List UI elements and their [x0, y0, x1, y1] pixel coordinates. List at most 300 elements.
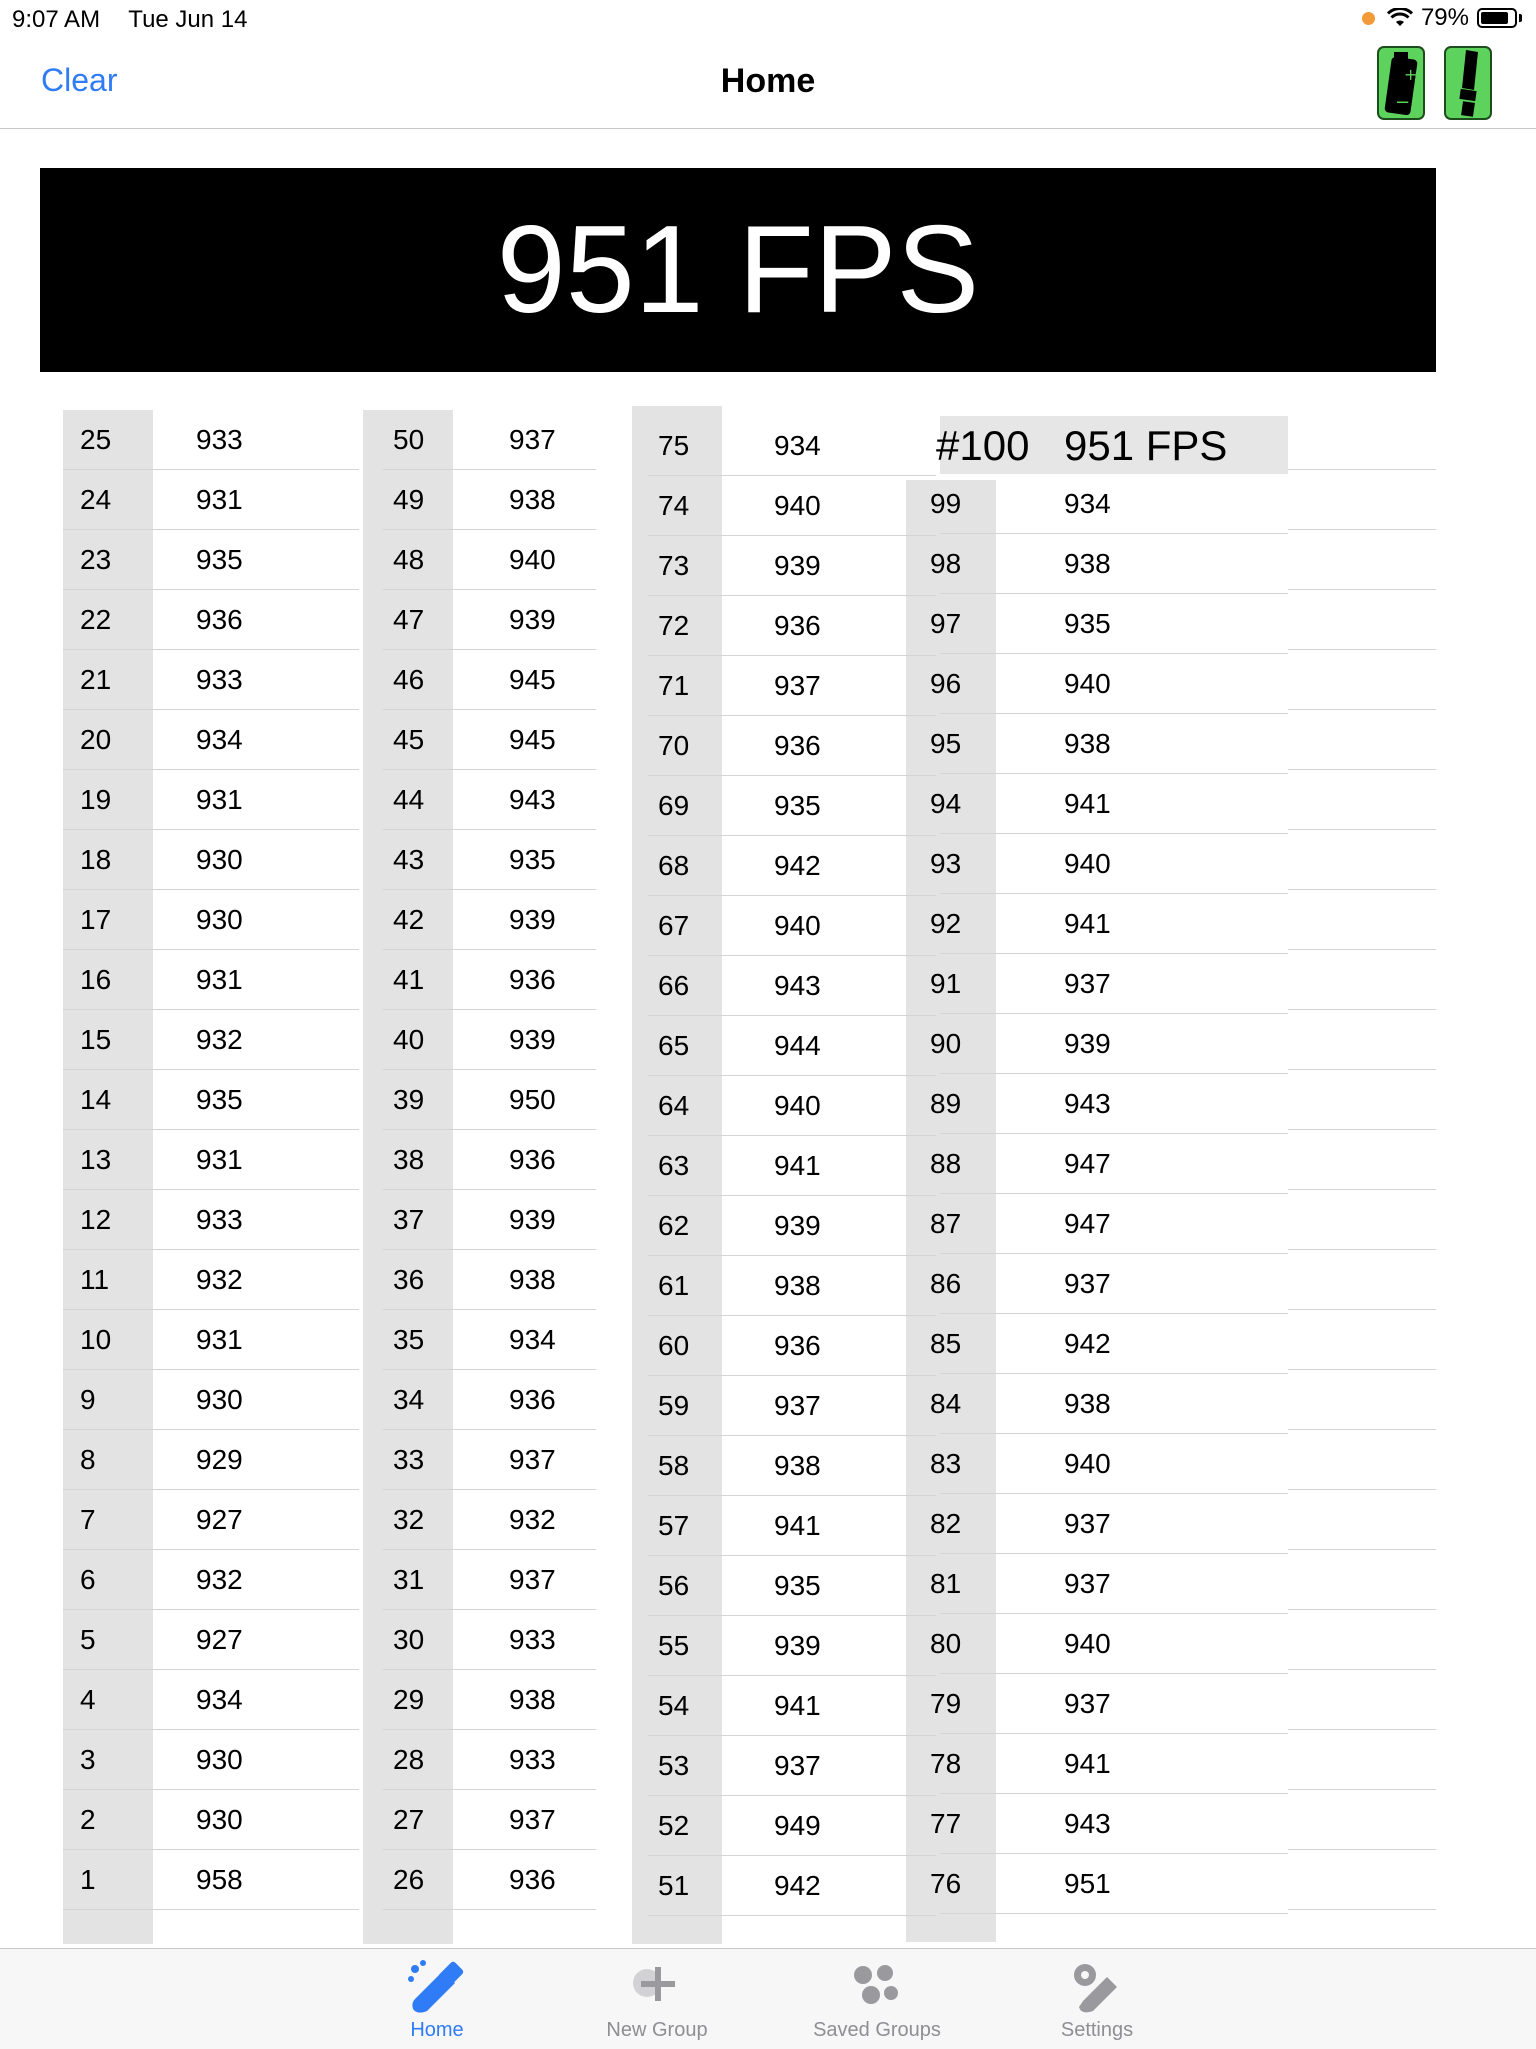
- tab-saved-groups[interactable]: Saved Groups: [777, 1949, 977, 2049]
- shot-number: 15: [80, 1024, 112, 1055]
- shot-velocity: 937: [509, 1804, 556, 1835]
- shot-number: 28: [393, 1744, 425, 1775]
- shot-number: 92: [930, 908, 962, 939]
- shot-number: 42: [393, 904, 425, 935]
- table-row[interactable]: [648, 1736, 936, 1796]
- shot-velocity: 931: [196, 1324, 243, 1355]
- shot-velocity: 938: [1064, 548, 1111, 579]
- table-row[interactable]: [63, 1670, 359, 1730]
- latest-shot-header: [936, 416, 1288, 474]
- shot-number: 67: [658, 910, 690, 941]
- shot-number: 99: [930, 488, 962, 519]
- shot-velocity: 951: [1064, 1868, 1111, 1899]
- shot-velocity: 944: [774, 1030, 821, 1061]
- table-row[interactable]: [63, 770, 359, 830]
- shot-number: 60: [658, 1330, 690, 1361]
- svg-text:−: −: [1395, 92, 1411, 113]
- shot-velocity: 936: [509, 1144, 556, 1175]
- shot-number: 19: [80, 784, 112, 815]
- shot-number: 30: [393, 1624, 425, 1655]
- shot-velocity: 935: [509, 844, 556, 875]
- table-row[interactable]: [930, 534, 1288, 594]
- row-divider: [1288, 1129, 1436, 1130]
- shot-velocity: 942: [1064, 1328, 1111, 1359]
- shot-number: 44: [393, 784, 425, 815]
- table-row[interactable]: [63, 470, 359, 530]
- shot-number: 48: [393, 544, 425, 575]
- shot-velocity: 936: [509, 1384, 556, 1415]
- table-row[interactable]: [930, 834, 1288, 894]
- table-row[interactable]: [63, 1490, 359, 1550]
- table-row[interactable]: [63, 1370, 359, 1430]
- table-row[interactable]: [383, 1670, 596, 1730]
- shot-number: 65: [658, 1030, 690, 1061]
- table-row[interactable]: [648, 1256, 936, 1316]
- shot-velocity: 937: [1064, 968, 1111, 999]
- table-row[interactable]: [63, 1730, 359, 1790]
- shot-number: 68: [658, 850, 690, 881]
- table-row[interactable]: [63, 1610, 359, 1670]
- shot-velocity: 933: [509, 1744, 556, 1775]
- table-row[interactable]: [930, 1314, 1288, 1374]
- table-row[interactable]: [63, 410, 359, 470]
- table-row[interactable]: [930, 1614, 1288, 1674]
- shot-number: 40: [393, 1024, 425, 1055]
- table-row[interactable]: [648, 656, 936, 716]
- row-divider: [1288, 1489, 1436, 1490]
- shot-velocity: 937: [774, 670, 821, 701]
- table-row[interactable]: [383, 590, 596, 650]
- shot-number: 7: [80, 1504, 96, 1535]
- shot-velocity: 938: [774, 1270, 821, 1301]
- table-row[interactable]: [930, 1854, 1288, 1914]
- shot-number: 10: [80, 1324, 112, 1355]
- table-row[interactable]: [63, 1190, 359, 1250]
- shot-number: 4: [80, 1684, 96, 1715]
- shot-velocity: 938: [1064, 1388, 1111, 1419]
- shot-number: 33: [393, 1444, 425, 1475]
- shot-number: 84: [930, 1388, 962, 1419]
- shot-number: 64: [658, 1090, 690, 1121]
- shot-number: 57: [658, 1510, 690, 1541]
- table-row[interactable]: [930, 654, 1288, 714]
- shot-velocity: 927: [196, 1504, 243, 1535]
- table-row[interactable]: [930, 1554, 1288, 1614]
- shot-number: 52: [658, 1810, 690, 1841]
- status-bar: [0, 0, 1536, 40]
- table-row[interactable]: [383, 1850, 596, 1910]
- table-row[interactable]: [63, 590, 359, 650]
- shot-velocity: 937: [1064, 1508, 1111, 1539]
- battery-percent: 79%: [1420, 4, 1469, 31]
- table-row[interactable]: [63, 650, 359, 710]
- shot-velocity: 939: [509, 604, 556, 635]
- table-row[interactable]: [383, 1490, 596, 1550]
- shot-number: 86: [930, 1268, 962, 1299]
- shot-velocity: 941: [1064, 908, 1111, 939]
- shot-number: 26: [393, 1864, 425, 1895]
- shot-velocity: 942: [774, 850, 821, 881]
- shot-number: 70: [658, 730, 690, 761]
- row-divider: [1288, 1549, 1436, 1550]
- row-divider: [1288, 1069, 1436, 1070]
- table-row[interactable]: [930, 1374, 1288, 1434]
- shot-number: 85: [930, 1328, 962, 1359]
- shot-velocity: 935: [196, 544, 243, 575]
- shot-velocity: 933: [196, 424, 243, 455]
- table-row[interactable]: [648, 1076, 936, 1136]
- shot-velocity: 934: [196, 724, 243, 755]
- table-row[interactable]: [63, 830, 359, 890]
- table-row[interactable]: [930, 1134, 1288, 1194]
- shot-velocity: 940: [774, 490, 821, 521]
- shot-number: 71: [658, 670, 690, 701]
- shot-number: 5: [80, 1624, 96, 1655]
- status-date: Tue Jun 14: [128, 6, 248, 33]
- table-row[interactable]: [648, 956, 936, 1016]
- shot-velocity: 939: [774, 1210, 821, 1241]
- table-row[interactable]: [648, 536, 936, 596]
- row-divider: [1288, 649, 1436, 650]
- shot-number: 78: [930, 1748, 962, 1779]
- shot-number: 81: [930, 1568, 962, 1599]
- shot-number: 77: [930, 1808, 962, 1839]
- shot-number: 88: [930, 1148, 962, 1179]
- shot-velocity: 936: [774, 1330, 821, 1361]
- shot-number: 49: [393, 484, 425, 515]
- table-row[interactable]: [383, 530, 596, 590]
- latest-shot-fps: 951 FPS: [1064, 422, 1228, 469]
- row-divider: [1288, 1429, 1436, 1430]
- table-row[interactable]: [383, 1550, 596, 1610]
- status-time: 9:07 AM: [12, 6, 101, 33]
- table-row[interactable]: [648, 716, 936, 776]
- table-row[interactable]: [930, 1194, 1288, 1254]
- table-row[interactable]: [383, 770, 596, 830]
- row-divider: [1288, 1369, 1436, 1370]
- shot-velocity: 950: [509, 1084, 556, 1115]
- shot-velocity: 945: [509, 664, 556, 695]
- table-row[interactable]: [383, 470, 596, 530]
- table-row[interactable]: [930, 1014, 1288, 1074]
- shot-velocity: 939: [509, 1204, 556, 1235]
- table-row[interactable]: [930, 1074, 1288, 1134]
- shot-number: 2: [80, 1804, 96, 1835]
- row-divider: [1288, 589, 1436, 590]
- shot-velocity: 935: [1064, 608, 1111, 639]
- shot-number: 74: [658, 490, 690, 521]
- shot-number: 98: [930, 548, 962, 579]
- shot-velocity: 937: [1064, 1688, 1111, 1719]
- table-row[interactable]: [930, 1254, 1288, 1314]
- shot-number: 63: [658, 1150, 690, 1181]
- battery-icon[interactable]: [1377, 46, 1425, 120]
- table-row[interactable]: [648, 1196, 936, 1256]
- shot-velocity: 932: [196, 1264, 243, 1295]
- row-divider: [1288, 709, 1436, 710]
- shot-number: 9: [80, 1384, 96, 1415]
- shot-number: 93: [930, 848, 962, 879]
- table-row[interactable]: [930, 714, 1288, 774]
- shot-velocity: 941: [774, 1510, 821, 1541]
- shot-velocity: 940: [1064, 1628, 1111, 1659]
- shot-number: 61: [658, 1270, 690, 1301]
- table-row[interactable]: [383, 1430, 596, 1490]
- shot-velocity: 937: [774, 1750, 821, 1781]
- shot-number: 25: [80, 424, 112, 455]
- shot-number: 21: [80, 664, 112, 695]
- table-row[interactable]: [63, 1010, 359, 1070]
- table-row[interactable]: [383, 1310, 596, 1370]
- table-row[interactable]: [648, 776, 936, 836]
- table-row[interactable]: [648, 476, 936, 536]
- shot-number: 66: [658, 970, 690, 1001]
- table-row[interactable]: [383, 1070, 596, 1130]
- shot-velocity: 941: [1064, 1748, 1111, 1779]
- table-row[interactable]: [63, 710, 359, 770]
- shot-number: 73: [658, 550, 690, 581]
- shot-number: 35: [393, 1324, 425, 1355]
- shot-number: 82: [930, 1508, 962, 1539]
- table-row[interactable]: [930, 1434, 1288, 1494]
- table-row[interactable]: [648, 1676, 936, 1736]
- shot-velocity: 930: [196, 1384, 243, 1415]
- table-row[interactable]: [383, 1190, 596, 1250]
- shot-velocity: 939: [509, 1024, 556, 1055]
- shot-velocity: 936: [196, 604, 243, 635]
- shot-velocity: 927: [196, 1624, 243, 1655]
- shot-velocity: 933: [196, 664, 243, 695]
- table-row[interactable]: [63, 1310, 359, 1370]
- shot-number: 27: [393, 1804, 425, 1835]
- tab-home[interactable]: Home: [337, 1949, 537, 2049]
- table-row[interactable]: [648, 1856, 936, 1916]
- shot-number: 20: [80, 724, 112, 755]
- shot-velocity: 934: [509, 1324, 556, 1355]
- row-divider: [1288, 1729, 1436, 1730]
- shot-number: 89: [930, 1088, 962, 1119]
- table-row[interactable]: [930, 1734, 1288, 1794]
- row-divider: [1288, 1789, 1436, 1790]
- shot-number: 6: [80, 1564, 96, 1595]
- table-row[interactable]: [930, 954, 1288, 1014]
- navigation-bar: [0, 40, 1536, 129]
- shot-velocity: 938: [509, 1264, 556, 1295]
- table-row[interactable]: [383, 1130, 596, 1190]
- shot-number: 13: [80, 1144, 112, 1175]
- table-row[interactable]: [63, 530, 359, 590]
- shot-velocity: 932: [196, 1564, 243, 1595]
- shot-velocity: 934: [774, 430, 821, 461]
- shot-number: 69: [658, 790, 690, 821]
- tab-new-group[interactable]: New Group: [557, 1949, 757, 2049]
- row-divider: [1288, 1009, 1436, 1010]
- table-row[interactable]: [63, 1250, 359, 1310]
- table-row[interactable]: [648, 1496, 936, 1556]
- shot-number: 3: [80, 1744, 96, 1775]
- shot-number: 29: [393, 1684, 425, 1715]
- shot-number: 75: [658, 430, 690, 461]
- shot-velocity: 931: [196, 484, 243, 515]
- shot-velocity: 937: [1064, 1568, 1111, 1599]
- bullet-splash-icon: [407, 1959, 467, 2017]
- table-row[interactable]: [63, 1550, 359, 1610]
- shot-number: 55: [658, 1630, 690, 1661]
- table-row[interactable]: [648, 596, 936, 656]
- shot-number: 37: [393, 1204, 425, 1235]
- shot-number: 38: [393, 1144, 425, 1175]
- table-row[interactable]: [648, 1136, 936, 1196]
- shot-number: 79: [930, 1688, 962, 1719]
- shot-velocity: 937: [509, 1444, 556, 1475]
- shot-number: 47: [393, 604, 425, 635]
- row-divider: [1288, 769, 1436, 770]
- table-row[interactable]: [383, 1010, 596, 1070]
- battery-status-icon: [1477, 8, 1517, 28]
- table-row[interactable]: [383, 950, 596, 1010]
- shot-number: 87: [930, 1208, 962, 1239]
- shot-velocity: 943: [1064, 1808, 1111, 1839]
- shot-number: 72: [658, 610, 690, 641]
- table-row[interactable]: [63, 1130, 359, 1190]
- current-velocity-banner: 951 FPS: [40, 168, 1436, 372]
- table-row[interactable]: [648, 836, 936, 896]
- table-row[interactable]: [383, 410, 596, 470]
- table-row[interactable]: [648, 1616, 936, 1676]
- shot-number: 94: [930, 788, 962, 819]
- shot-number: 90: [930, 1028, 962, 1059]
- shot-number: 18: [80, 844, 112, 875]
- shot-velocity: 931: [196, 1144, 243, 1175]
- shot-number: 14: [80, 1084, 112, 1115]
- table-row[interactable]: [63, 950, 359, 1010]
- shot-velocity: 931: [196, 784, 243, 815]
- add-group-icon: [627, 1959, 687, 2017]
- table-row[interactable]: [648, 1016, 936, 1076]
- shot-number: 54: [658, 1690, 690, 1721]
- shot-number: 41: [393, 964, 425, 995]
- shot-number: 1: [80, 1864, 96, 1895]
- table-row[interactable]: [383, 830, 596, 890]
- table-row[interactable]: [383, 1370, 596, 1430]
- table-row[interactable]: [383, 1610, 596, 1670]
- shot-velocity: 949: [774, 1810, 821, 1841]
- table-row[interactable]: [383, 1790, 596, 1850]
- shot-number: 58: [658, 1450, 690, 1481]
- chronograph-icon[interactable]: [1444, 46, 1492, 120]
- table-row[interactable]: [930, 1674, 1288, 1734]
- table-row[interactable]: [63, 1850, 359, 1910]
- shot-number: 80: [930, 1628, 962, 1659]
- row-divider: [1288, 829, 1436, 830]
- shot-velocity: 943: [1064, 1088, 1111, 1119]
- shot-velocity: 936: [774, 610, 821, 641]
- shot-number: 45: [393, 724, 425, 755]
- shot-velocity: 932: [509, 1504, 556, 1535]
- table-row[interactable]: [930, 894, 1288, 954]
- table-row[interactable]: [930, 474, 1288, 534]
- table-row[interactable]: [383, 650, 596, 710]
- shot-velocity: 942: [774, 1870, 821, 1901]
- settings-gear-icon: [1067, 1959, 1127, 2017]
- shot-number: 95: [930, 728, 962, 759]
- row-divider: [1288, 1609, 1436, 1610]
- row-divider: [1288, 1849, 1436, 1850]
- shot-velocity: 934: [196, 1684, 243, 1715]
- shot-number: 59: [658, 1390, 690, 1421]
- table-row[interactable]: [648, 416, 936, 476]
- table-row[interactable]: [648, 1316, 936, 1376]
- table-row[interactable]: [930, 1794, 1288, 1854]
- row-divider: [1288, 949, 1436, 950]
- row-divider: [1288, 889, 1436, 890]
- shot-velocity: 940: [1064, 668, 1111, 699]
- shot-number: 17: [80, 904, 112, 935]
- table-row[interactable]: [383, 710, 596, 770]
- table-row[interactable]: [383, 890, 596, 950]
- table-row[interactable]: [383, 1730, 596, 1790]
- shot-number: 51: [658, 1870, 690, 1901]
- tab-settings[interactable]: Settings: [997, 1949, 1197, 2049]
- shot-velocity: 940: [1064, 848, 1111, 879]
- shot-velocity: 947: [1064, 1148, 1111, 1179]
- shot-velocity: 929: [196, 1444, 243, 1475]
- shot-number: 46: [393, 664, 425, 695]
- table-row[interactable]: [63, 1430, 359, 1490]
- table-row[interactable]: [930, 594, 1288, 654]
- shot-velocity: 931: [196, 964, 243, 995]
- shot-velocity: 935: [774, 1570, 821, 1601]
- table-row[interactable]: [930, 774, 1288, 834]
- shot-number: 16: [80, 964, 112, 995]
- shot-number: 22: [80, 604, 112, 635]
- table-row[interactable]: [648, 1376, 936, 1436]
- shot-velocity: 930: [196, 844, 243, 875]
- shot-velocity: 938: [509, 1684, 556, 1715]
- shot-number: 36: [393, 1264, 425, 1295]
- table-row[interactable]: [930, 1494, 1288, 1554]
- table-row[interactable]: [648, 896, 936, 956]
- table-row[interactable]: [63, 890, 359, 950]
- row-divider: [1288, 469, 1436, 470]
- row-divider: [1288, 1189, 1436, 1190]
- table-row[interactable]: [383, 1250, 596, 1310]
- table-row[interactable]: [648, 1556, 936, 1616]
- table-row[interactable]: [648, 1436, 936, 1496]
- table-row[interactable]: [63, 1790, 359, 1850]
- table-row[interactable]: [648, 1796, 936, 1856]
- shot-number: 34: [393, 1384, 425, 1415]
- table-row[interactable]: [63, 1070, 359, 1130]
- shot-velocity: 930: [196, 1804, 243, 1835]
- tab-bar: [0, 1948, 1536, 2049]
- shot-velocity: 943: [509, 784, 556, 815]
- shot-number: 53: [658, 1750, 690, 1781]
- row-divider: [1288, 1309, 1436, 1310]
- shot-velocity: 936: [509, 964, 556, 995]
- shot-number: 97: [930, 608, 962, 639]
- shot-number: 56: [658, 1570, 690, 1601]
- shot-velocity: 933: [196, 1204, 243, 1235]
- shot-velocity: 958: [196, 1864, 243, 1895]
- shot-number: 32: [393, 1504, 425, 1535]
- shot-number: 91: [930, 968, 962, 999]
- shot-number: 11: [80, 1264, 110, 1295]
- row-divider: [1288, 1669, 1436, 1670]
- row-divider: [1288, 1249, 1436, 1250]
- page-title: Home: [720, 62, 816, 100]
- clear-button[interactable]: Clear: [41, 62, 118, 98]
